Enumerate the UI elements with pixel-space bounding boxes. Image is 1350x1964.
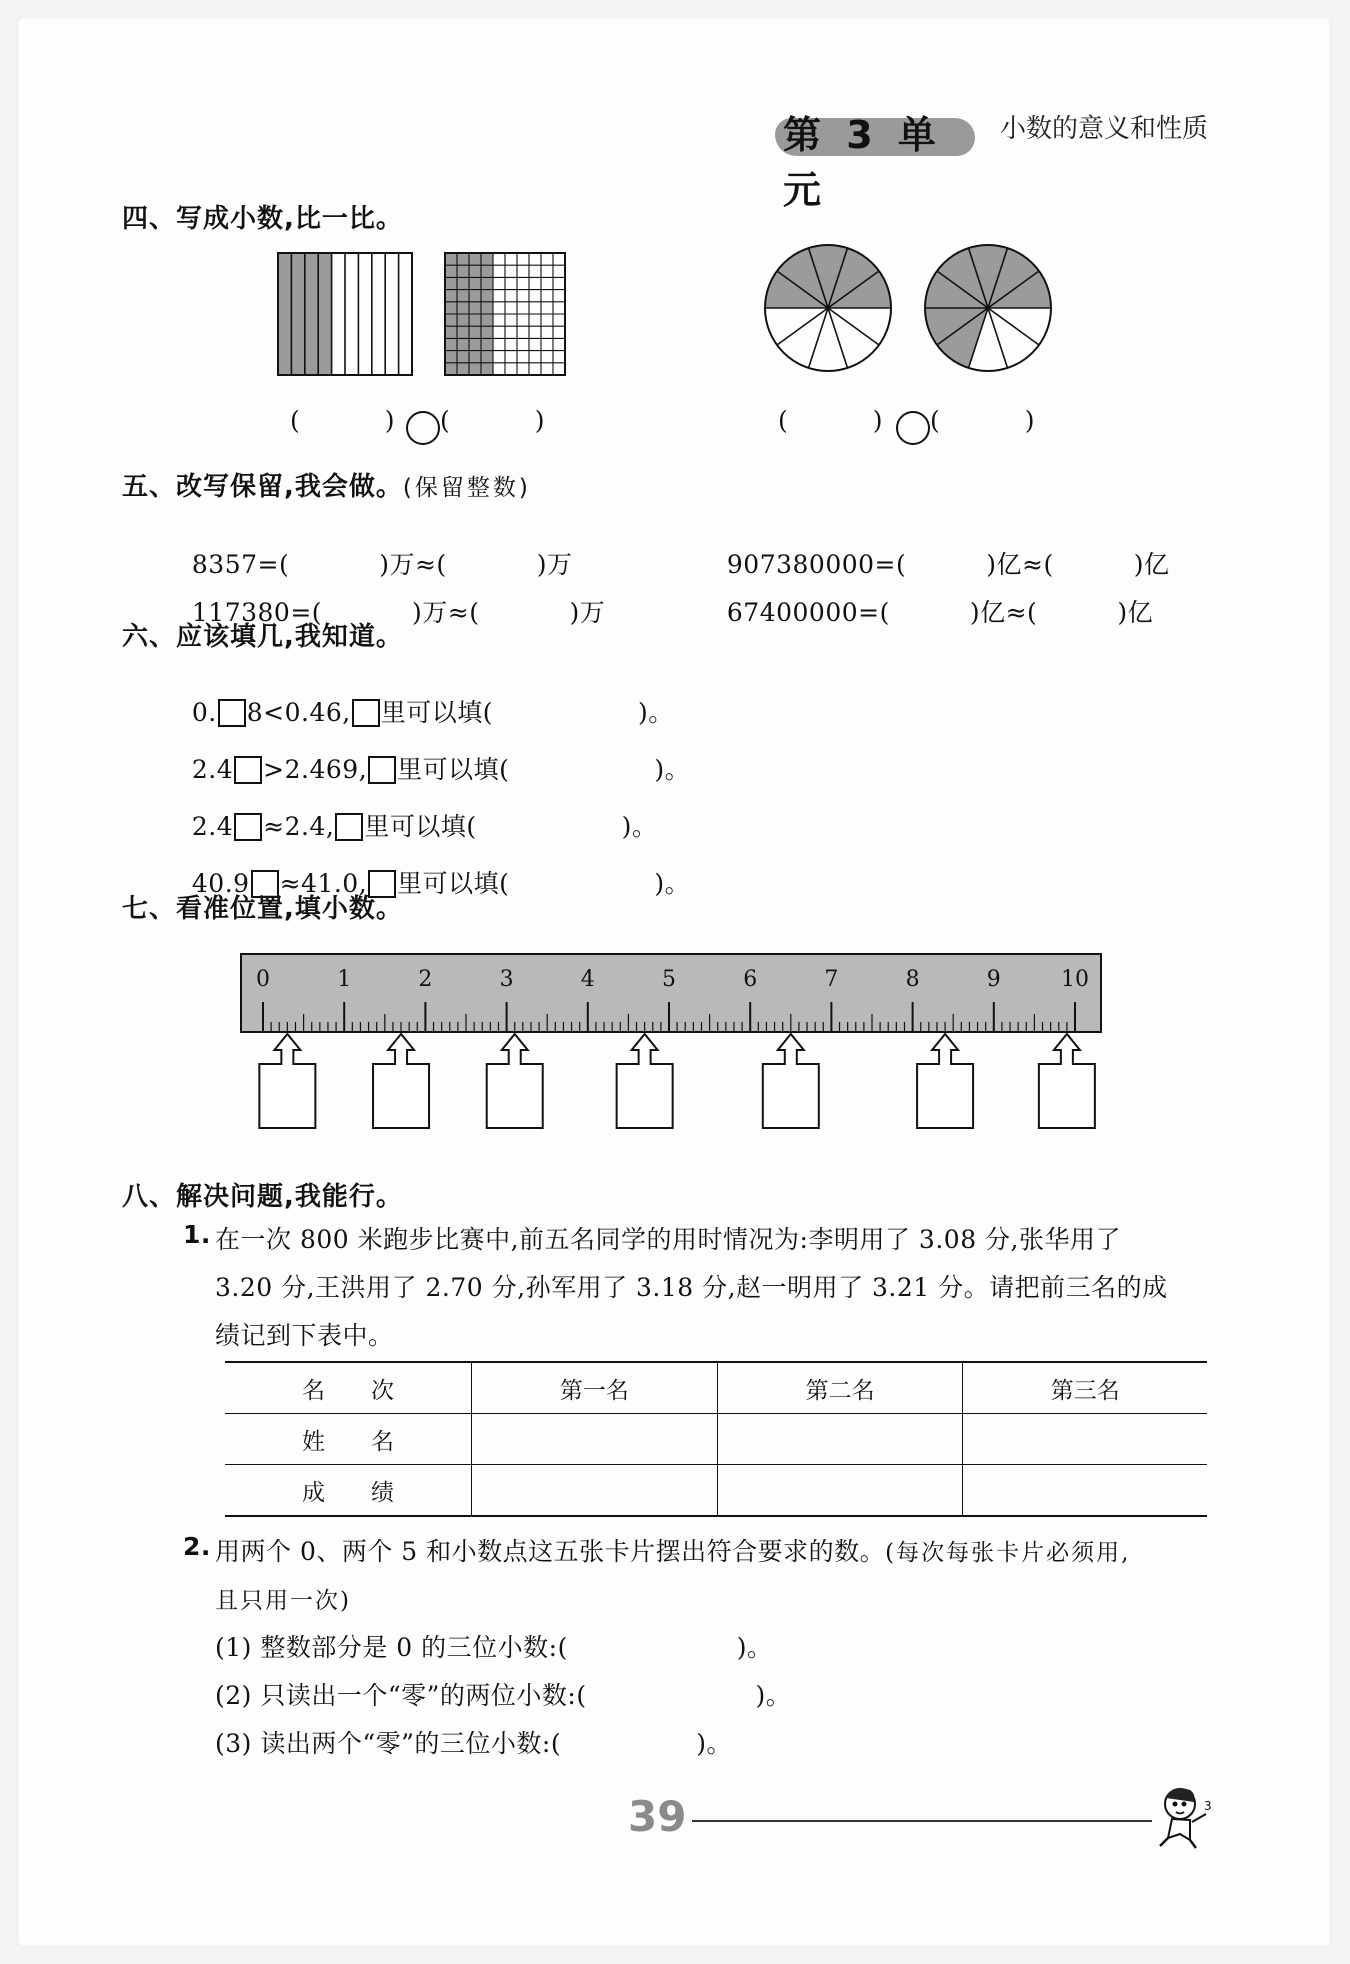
fill-1-pre: 0. <box>191 698 217 727</box>
fill-4-end: )。 <box>654 869 691 898</box>
fill-4-mid: ≈41.0, <box>279 869 368 898</box>
section-5-note: (保留整数) <box>402 475 531 501</box>
fill-2-post: 里可以填( <box>397 755 510 784</box>
q2-line-2: 且只用一次) <box>215 1588 351 1614</box>
fill-2-pre: 2.4 <box>191 755 234 784</box>
ruler-label: 3 <box>499 967 514 992</box>
fill-3-post: 里可以填( <box>364 812 477 841</box>
circle-figure-1 <box>765 245 891 371</box>
cartoon-mascot-icon <box>1150 1782 1222 1854</box>
rewrite-3-a: 907380000=( <box>726 550 907 579</box>
rewrite-2-b: )万≈( <box>412 598 480 627</box>
section-5-title-text: 五、改写保留,我会做。 <box>122 472 403 502</box>
footer-rule <box>692 1820 1152 1822</box>
fill-item-3 <box>175 778 657 843</box>
rewrite-4-c: )亿 <box>1117 598 1154 627</box>
fill-3-mid: ≈2.4, <box>263 812 335 841</box>
compare-blank-right-2[interactable]: ( ) <box>930 406 1035 435</box>
q1-line-2: 3.20 分,王洪用了 2.70 分,孙军用了 3.18 分,赵一明用了 3.21 分。请把前三名的成 <box>215 1273 1168 1302</box>
table-row <box>225 1465 1207 1517</box>
table-row <box>225 1362 1207 1414</box>
table-label-score: 成 绩 <box>225 1465 472 1517</box>
rewrite-2-c: )万 <box>569 598 606 627</box>
rewrite-1-c: )万 <box>536 550 573 579</box>
compare-circle-right[interactable] <box>896 411 930 445</box>
ruler-label: 2 <box>418 967 433 992</box>
q2-line-1-note: (每次每张卡片必须用, <box>885 1540 1131 1566</box>
table-cell-score-3[interactable] <box>963 1465 1207 1517</box>
ruler-body <box>241 954 1101 1032</box>
ruler-label: 5 <box>662 967 676 992</box>
section-6-title: 六、应该填几,我知道。 <box>122 622 403 652</box>
rewrite-3-b: )亿≈( <box>986 550 1054 579</box>
q2-line-1 <box>215 1532 1130 1568</box>
fill-4-post: 里可以填( <box>397 869 510 898</box>
ruler-label: 0 <box>256 967 270 992</box>
q2-sub-1[interactable]: (1) 整数部分是 0 的三位小数:( )。 <box>215 1633 773 1662</box>
q2-sub-3[interactable]: (3) 读出两个“零”的三位小数:( )。 <box>215 1729 732 1758</box>
ruler-label: 4 <box>580 967 595 992</box>
table-header-third: 第三名 <box>963 1362 1207 1414</box>
ruler-label: 10 <box>1061 967 1089 992</box>
ruler-label: 8 <box>905 967 920 992</box>
fill-item-1 <box>175 664 674 729</box>
grid-figure <box>445 253 565 375</box>
table-header-first: 第一名 <box>472 1362 718 1414</box>
compare-blank-right-1[interactable]: ( ) <box>778 406 883 435</box>
answer-box-2[interactable] <box>373 1034 429 1128</box>
unit-badge <box>775 100 975 212</box>
section-4-title: 四、写成小数,比一比。 <box>122 204 403 234</box>
rewrite-1-a: 8357=( <box>191 550 290 579</box>
q1-line-3: 绩记到下表中。 <box>215 1321 394 1350</box>
ruler-label: 9 <box>986 967 1001 992</box>
fill-2-end: )。 <box>654 755 691 784</box>
table-cell-score-1[interactable] <box>472 1465 718 1517</box>
table-header-rank: 名 次 <box>225 1362 472 1414</box>
q2-sub-2[interactable]: (2) 只读出一个“零”的两位小数:( )。 <box>215 1681 792 1710</box>
compare-blank-left-1[interactable]: ( ) <box>290 406 395 435</box>
svg-text:3: 3 <box>1204 1799 1212 1813</box>
section-5-title <box>122 466 531 503</box>
answer-box-1[interactable] <box>259 1034 315 1128</box>
strip-figure <box>278 253 412 375</box>
fill-4-pre: 40.9 <box>191 869 250 898</box>
table-cell-name-3[interactable] <box>963 1414 1207 1465</box>
table-cell-name-2[interactable] <box>717 1414 963 1465</box>
answer-box-5[interactable] <box>763 1034 819 1128</box>
table-label-name: 姓 名 <box>225 1414 472 1465</box>
page-number: 39 <box>628 1792 687 1841</box>
compare-circle-left[interactable] <box>406 411 440 445</box>
table-cell-score-2[interactable] <box>717 1465 963 1517</box>
answer-box-4[interactable] <box>617 1034 673 1128</box>
fill-2-mid: >2.469, <box>263 755 368 784</box>
rewrite-2-a: 117380=( <box>191 598 323 627</box>
ruler-label: 1 <box>337 967 352 992</box>
rewrite-1-b: )万≈( <box>379 550 447 579</box>
q1-number: 1. <box>183 1220 211 1249</box>
fill-1-end: )。 <box>638 698 674 727</box>
fill-3-end: )。 <box>621 812 658 841</box>
ruler-label: 6 <box>743 967 758 992</box>
answer-box-7[interactable] <box>1039 1034 1095 1128</box>
rewrite-row-4 <box>710 564 1153 629</box>
rewrite-4-a: 67400000=( <box>726 598 890 627</box>
answer-box-6[interactable] <box>917 1034 973 1128</box>
section-8-title: 八、解决问题,我能行。 <box>122 1182 403 1212</box>
ranking-table <box>225 1361 1207 1517</box>
unit-title: 小数的意义和性质 <box>1000 114 1209 144</box>
table-header-second: 第二名 <box>717 1362 963 1414</box>
fill-1-post: 里可以填( <box>380 698 493 727</box>
answer-box-3[interactable] <box>487 1034 543 1128</box>
rewrite-4-b: )亿≈( <box>969 598 1038 627</box>
q1-line-1: 在一次 800 米跑步比赛中,前五名同学的用时情况为:李明用了 3.08 分,张华用了 <box>215 1225 1121 1254</box>
ruler-figure <box>235 950 1115 1135</box>
table-cell-name-1[interactable] <box>472 1414 718 1465</box>
section-7-title: 七、看准位置,填小数。 <box>122 894 403 924</box>
circle-figure-2 <box>925 245 1051 371</box>
table-row <box>225 1414 1207 1465</box>
ruler-label: 7 <box>824 967 839 992</box>
circle-figures <box>755 240 1065 380</box>
compare-blank-left-2[interactable]: ( ) <box>440 406 545 435</box>
q2-line-1-text: 用两个 0、两个 5 和小数点这五张卡片摆出符合要求的数。 <box>215 1537 886 1566</box>
fill-1-mid: 8<0.46, <box>246 698 351 727</box>
rewrite-3-c: )亿 <box>1133 550 1170 579</box>
unit-label: 第 3 单元 <box>783 113 942 212</box>
fill-3-pre: 2.4 <box>191 812 234 841</box>
q2-number: 2. <box>183 1532 211 1561</box>
grid-figures <box>270 245 590 380</box>
fill-item-2 <box>175 721 690 786</box>
